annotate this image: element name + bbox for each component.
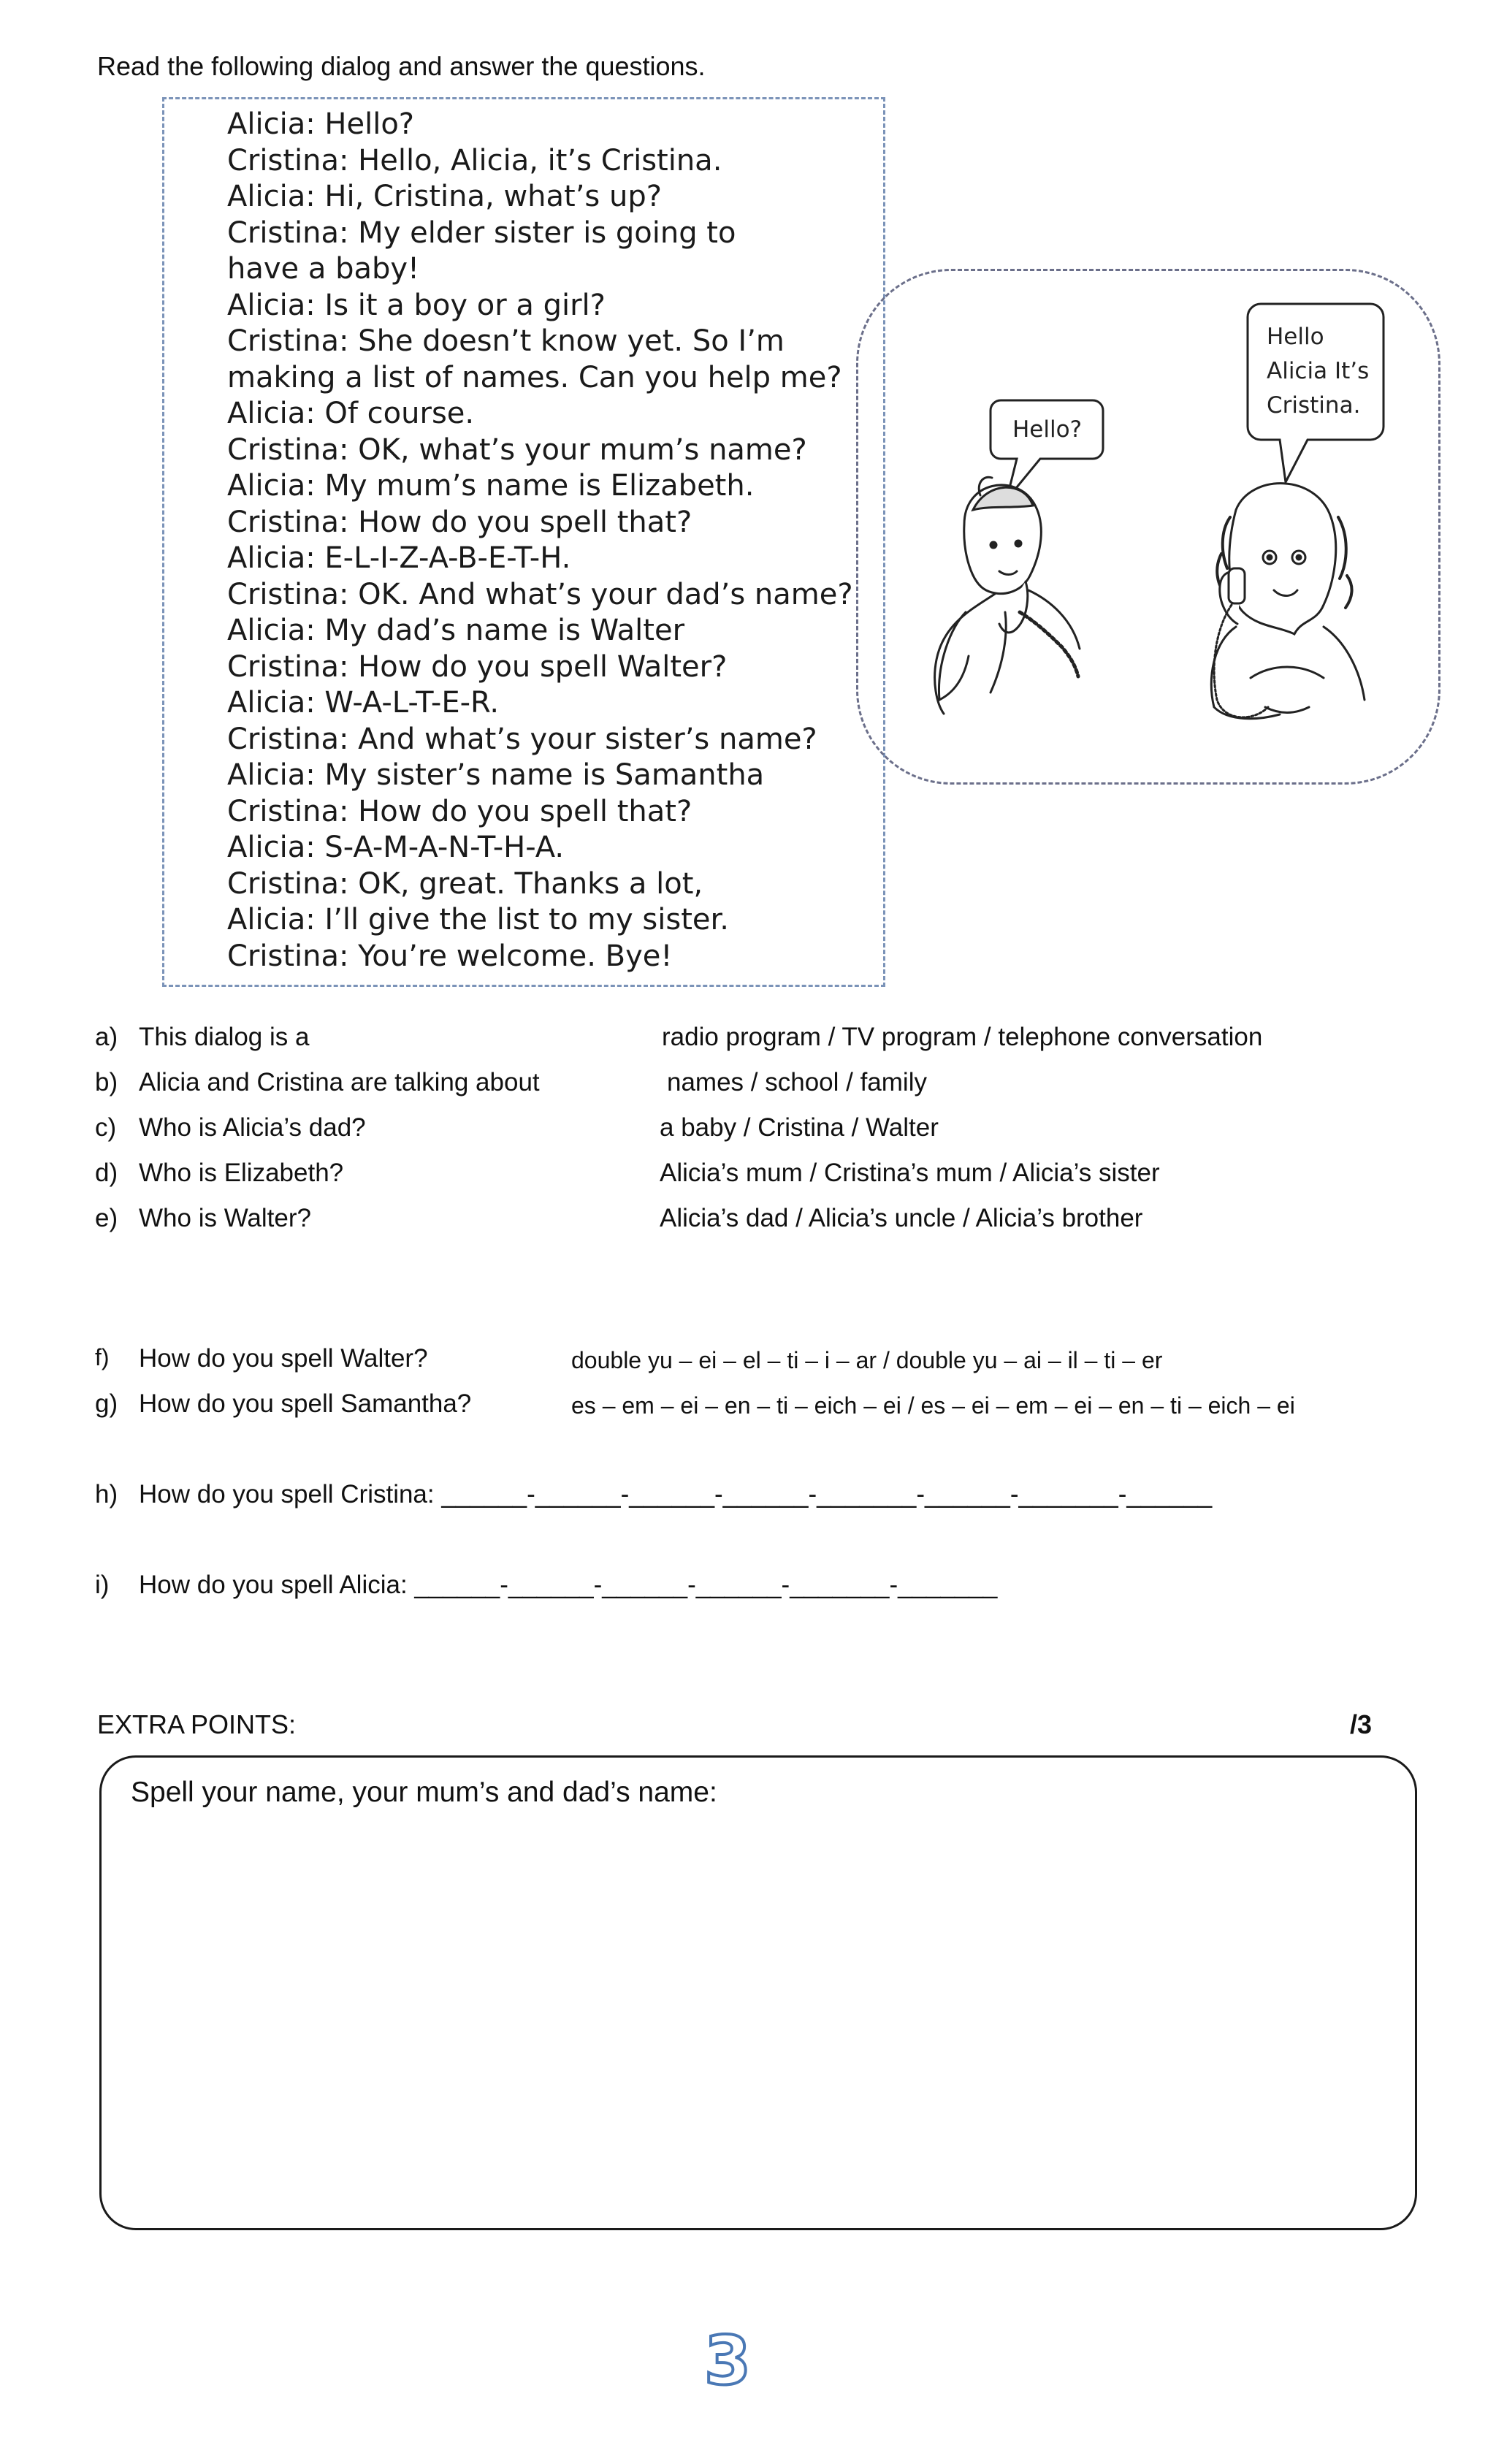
question-options: radio program / TV program / telephone conversation — [662, 1023, 1263, 1051]
extra-prompt: Spell your name, your mum’s and dad’s name: — [131, 1777, 717, 1808]
question-letter: h) — [95, 1480, 118, 1508]
dialog-line: Alicia: Hi, Cristina, what’s up? — [227, 180, 662, 213]
speech-bubble-right-line: Cristina. — [1267, 392, 1361, 419]
speech-bubble-right-line: Hello — [1267, 324, 1324, 350]
girl-on-phone-left — [935, 477, 1080, 714]
question-text: Alicia and Cristina are talking about — [139, 1068, 540, 1096]
question-letter: d) — [95, 1159, 118, 1187]
question-text: How do you spell Samantha? — [139, 1389, 472, 1418]
extra-answer-box[interactable] — [99, 1755, 1417, 2230]
dialog-line: Cristina: Hello, Alicia, it’s Cristina. — [227, 143, 722, 178]
extra-points-label: EXTRA POINTS: — [97, 1709, 297, 1739]
question-options: a baby / Cristina / Walter — [660, 1113, 939, 1142]
question-text: Who is Alicia’s dad? — [139, 1113, 366, 1142]
question-text: Who is Walter? — [139, 1204, 311, 1232]
question-options: names / school / family — [667, 1068, 927, 1096]
question-options: es – em – ei – en – ti – eich – ei / es – ei – em – ei – en – ti – eich – ei — [571, 1392, 1295, 1419]
dialog-line: Alicia: Of course. — [227, 397, 475, 430]
dialog-line: Cristina: How do you spell that? — [227, 505, 692, 539]
page-number: 3 — [704, 2322, 752, 2400]
dialog-line: Alicia: S-A-M-A-N-T-H-A. — [227, 831, 565, 864]
girl-on-phone-right — [1211, 484, 1365, 719]
question-letter: a) — [95, 1023, 118, 1051]
dialog-line: Cristina: OK. And what’s your dad’s name? — [227, 577, 853, 611]
illustration-box — [856, 269, 1440, 785]
dialog-line: Cristina: How do you spell that? — [227, 794, 692, 828]
question-options: Alicia’s dad / Alicia’s uncle / Alicia’s brother — [660, 1204, 1143, 1232]
question-letter: g) — [95, 1389, 118, 1418]
dialog-line: Cristina: And what’s your sister’s name? — [227, 722, 817, 756]
question-letter: e) — [95, 1204, 118, 1232]
question-options: Alicia’s mum / Cristina’s mum / Alicia’s sister — [660, 1159, 1160, 1187]
speech-bubble-left-text: Hello? — [1012, 416, 1083, 443]
question-letter: c) — [95, 1113, 117, 1142]
question-options: double yu – ei – el – ti – i – ar / double yu – ai – il – ti – er — [571, 1347, 1163, 1373]
dialog-line: Cristina: How do you spell Walter? — [227, 649, 728, 684]
question-text: This dialog is a — [139, 1023, 310, 1051]
question-text: How do you spell Alicia: ______-______-______-______-_______-_______ — [139, 1571, 998, 1599]
speech-bubble-right — [1248, 304, 1384, 482]
dialog-line: Alicia: I’ll give the list to my sister. — [227, 903, 729, 937]
dialog-line: Cristina: OK, great. Thanks a lot, — [227, 866, 703, 901]
dialog-line: Alicia: My sister’s name is Samantha — [227, 758, 765, 792]
dialog-line: Alicia: W-A-L-T-E-R. — [227, 686, 500, 720]
dialog-line: Alicia: Is it a boy or a girl? — [227, 288, 606, 322]
dialog-line: Alicia: My mum’s name is Elizabeth. — [227, 469, 755, 503]
dialog-line: Cristina: My elder sister is going to have a baby! — [227, 215, 736, 286]
dialog-line: Alicia: Hello? — [227, 107, 415, 141]
question-letter: i) — [95, 1571, 110, 1599]
dialog-line: Cristina: She doesn’t know yet. So I’m making a list of names. Can you help me? — [227, 324, 842, 394]
dialog-line: Alicia: E-L-I-Z-A-B-E-T-H. — [227, 541, 571, 575]
speech-bubble-right-line: Alicia It’s — [1267, 358, 1370, 384]
question-text: Who is Elizabeth? — [139, 1159, 344, 1187]
phone-call-illustration — [856, 269, 1440, 785]
dialog-line: Cristina: You’re welcome. Bye! — [227, 939, 673, 973]
question-letter: b) — [95, 1068, 118, 1096]
dialog-lines — [227, 107, 870, 974]
dialog-box — [162, 97, 885, 987]
question-letter: f) — [95, 1344, 110, 1370]
question-text: How do you spell Walter? — [139, 1344, 428, 1373]
extra-points-score: /3 — [1350, 1709, 1373, 1739]
question-text: How do you spell Cristina: ______-______-______-______-_______-______-_______-______ — [139, 1480, 1213, 1508]
instruction-text: Read the following dialog and answer the questions. — [97, 51, 706, 81]
dialog-line: Alicia: My dad’s name is Walter — [227, 614, 685, 647]
dialog-line: Cristina: OK, what’s your mum’s name? — [227, 432, 807, 467]
